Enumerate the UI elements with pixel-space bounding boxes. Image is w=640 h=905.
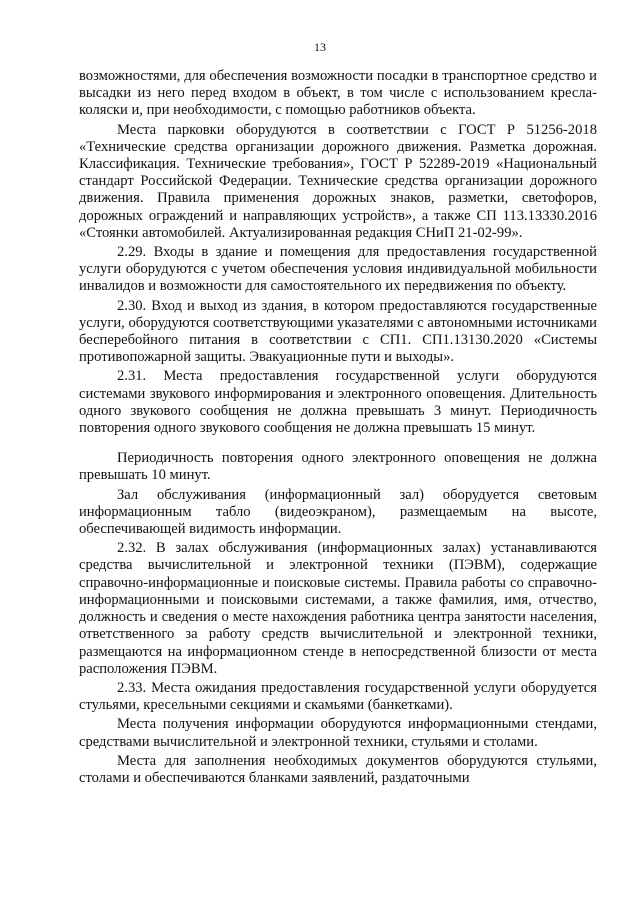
paragraph-info-places: Места получения информации оборудуются информационными стендами, средствами вычислительной и электронной техники, стульями и столами. <box>79 716 597 750</box>
paragraph-document-places: Места для заполнения необходимых документов оборудуются стульями, столами и обеспечиваются бланками заявлений, раздаточными <box>79 752 597 786</box>
paragraph-electronic-alert: Периодичность повторения одного электронного оповещения не должна превышать 10 минут. <box>79 450 597 484</box>
page-number: 13 <box>314 40 326 54</box>
paragraph-parking: Места парковки оборудуются в соответствии с ГОСТ Р 51256-2018 «Технические средства организации дорожного движения. Разметка дорожная. Классификация. Технические требования», ГОСТ Р 52289-2019 «Национальный стандарт Российской Федерации. Технические средства организации дорожного движения. Правила применения дорожных знаков, разметки, светофоров, дорожных ограждений и направляющих устройств», а также СП 113.13330.2016 «Стоянки автомобилей. Актуализированная редакция СНиП 21-02-99». <box>79 121 597 241</box>
paragraph-2-33: 2.33. Места ожидания предоставления государственной услуги оборудуется стульями, кресельными секциями и скамьями (банкетками). <box>79 679 597 714</box>
paragraph-2-29: 2.29. Входы в здание и помещения для предоставления государственной услуги оборудуются с учетом обеспечения условия индивидуальной мобильности инвалидов и возможности для самостоятельного их передвижения по объекту. <box>79 244 597 295</box>
document-body <box>79 68 597 789</box>
paragraph-continuation: возможностями, для обеспечения возможности посадки в транспортное средство и высадки из него перед входом в объект, в том числе с использованием кресла-коляски и, при необходимости, с помощью работников объекта. <box>79 68 597 119</box>
paragraph-2-32: 2.32. В залах обслуживания (информационных залах) устанавливаются средства вычислительной и электронной техники (ПЭВМ), содержащие справочно-информационные и поисковые системы. Правила работы со справочно-информационными и поисковыми системами, а также фамилия, имя, отчество, должность и сведения о месте нахождения работника центра занятости населения, ответственного за работу средств вычислительной и электронной техники, размещаются на информационном стенде в непосредственной близости от места расположения ПЭВМ. <box>79 540 597 677</box>
paragraph-2-31: 2.31. Места предоставления государственной услуги оборудуются системами звукового информирования и электронного оповещения. Длительность одного звукового сообщения не должна превышать 3 минут. Периодичность повторения одного звукового сообщения не должна превышать 15 минут. <box>79 368 597 437</box>
paragraph-2-30: 2.30. Вход и выход из здания, в котором предоставляются государственные услуги, оборудуются соответствующими указателями с автономными источниками бесперебойного питания в соответствии с СП1. СП1.13130.2020 «Системы противопожарной защиты. Эвакуационные пути и выходы». <box>79 297 597 366</box>
paragraph-service-hall: Зал обслуживания (информационный зал) оборудуется световым информационным табло (видеоэкраном), размещаемым на высоте, обеспечивающей видимость информации. <box>79 486 597 538</box>
